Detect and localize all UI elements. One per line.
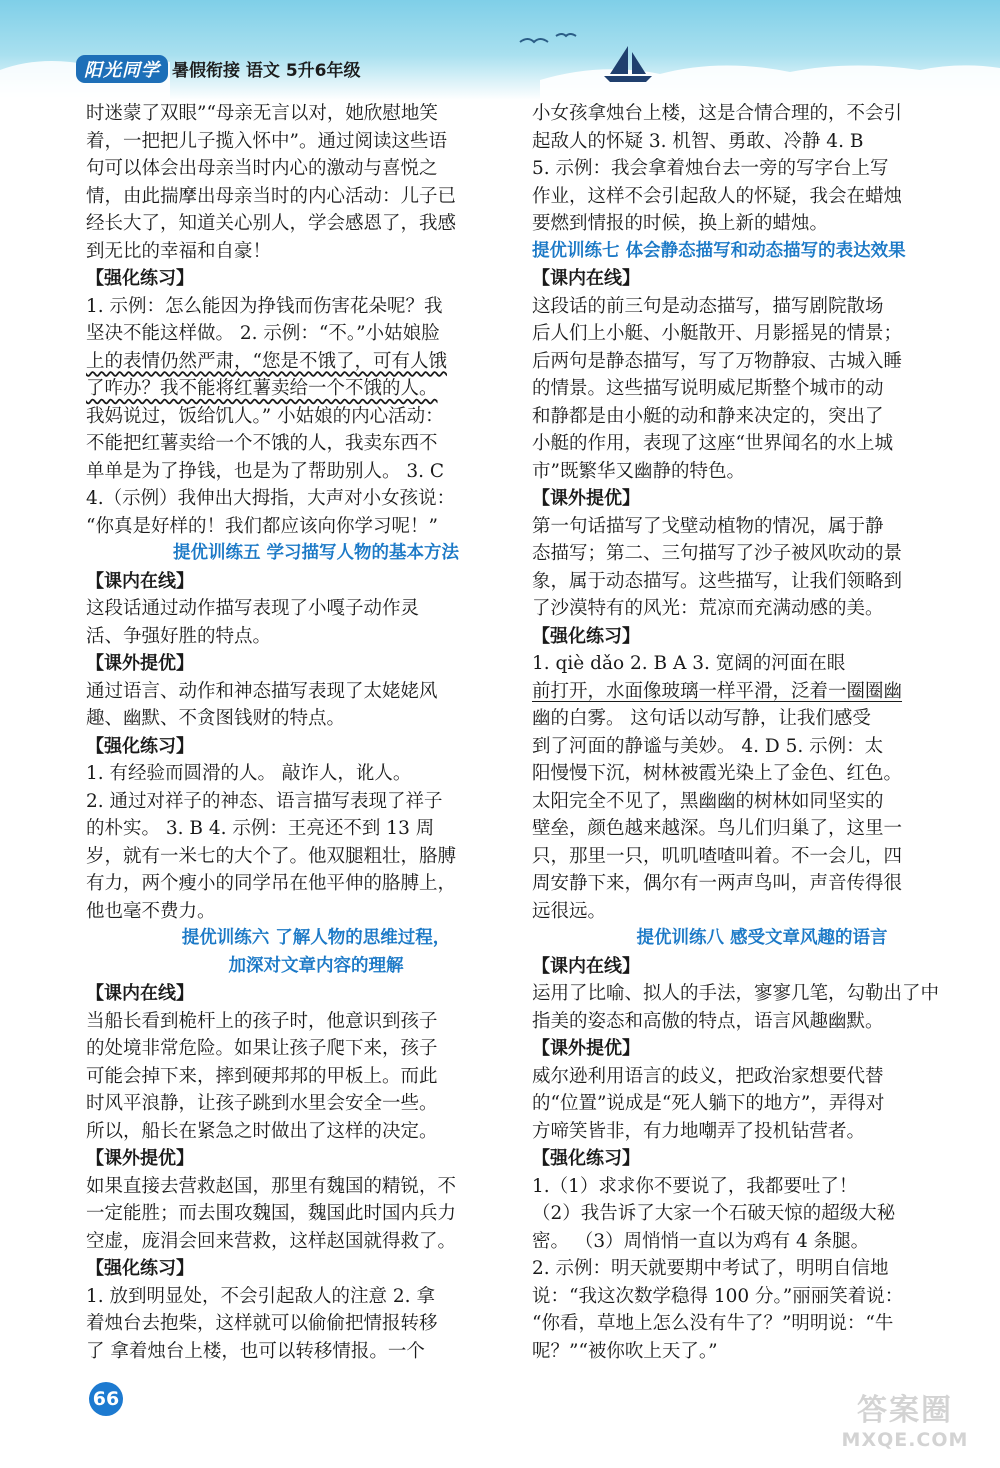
subsection-heading: 【强化练习】 — [532, 1148, 640, 1169]
subsection-heading: 【课内在线】 — [532, 955, 640, 977]
text-line: 的朴实。 3. B 4. 示例：王亮还不到 13 周 — [86, 818, 435, 839]
text-line: 1. 有经验而圆滑的人。 敲诈人，讹人。 — [86, 763, 412, 784]
section-title: 提优训练八 感受文章风趣的语言 — [636, 928, 888, 948]
text-line: 如果直接去营救赵国，那里有魏国的精锐，不 — [86, 1175, 457, 1197]
text-line: 他也毫不费力。 — [86, 900, 216, 922]
text-line: 句可以体会出母亲当时内心的激动与喜悦之 — [86, 158, 438, 179]
subsection-heading: 【课外提优】 — [86, 1148, 194, 1169]
subsection-heading: 【强化练习】 — [86, 268, 194, 289]
text-line: 2. 示例：明天就要期中考试了，明明自信地 — [532, 1258, 889, 1279]
text-line: 威尔逊利用语言的歧义，把政治家想要代替 — [532, 1065, 884, 1087]
text-line: 后两句是静态描写，写了万物静寂、古城入睡 — [532, 350, 903, 372]
text-line: 4.（示例）我伸出大拇指，大声对小女孩说： — [86, 488, 456, 509]
text-line: 通过语言、动作和神态描写表现了太姥姥风 — [86, 680, 438, 702]
text-line: 的“位置”说成是“死人躺下的地方”，弄得对 — [532, 1093, 885, 1114]
section-title: 提优训练七 体会静态描写和动态描写的表达效果 — [532, 240, 906, 261]
text-line: 可能会掉下来，摔到硬邦邦的甲板上。而此 — [86, 1065, 438, 1087]
brand-logo: 阳光同学 — [76, 55, 168, 83]
text-line: 远很远。 — [532, 900, 607, 922]
subsection-heading: 【课内在线】 — [86, 570, 194, 592]
text-line: 到了河面的静谧与美妙。 4. D 5. 示例：太 — [532, 735, 884, 757]
text-line: 1. 示例：怎么能因为挣钱而伤害花朵呢？我 — [86, 295, 443, 317]
text-line: 后人们上小艇、小艇散开、月影摇晃的情景； — [532, 323, 903, 344]
text-line: 这段话的前三句是动态描写，描写剧院散场 — [532, 295, 884, 317]
header-art — [0, 0, 1000, 100]
text-line: 要燃到情报的时候，换上新的蜡烛。 — [532, 213, 829, 234]
wavy-underlined-line: 上的表情仍然严肃，“您是不饿了，可有人饿 — [86, 350, 447, 372]
subsection-heading: 【课外提优】 — [86, 653, 194, 674]
left-column — [86, 100, 546, 1365]
text-line: 密。 （3）周悄悄一直以为鸡有 4 条腿。 — [532, 1230, 870, 1252]
right-column — [532, 100, 992, 1365]
text-line: 了 拿着烛台上楼，也可以转移情报。一个 — [86, 1340, 425, 1362]
text-line: 只，那里一只，叽叽喳喳叫着。不一会儿，四 — [532, 845, 903, 867]
subsection-heading: 【课外提优】 — [532, 488, 640, 509]
text-line: “你真是好样的！我们都应该向你学习呢！” — [86, 515, 438, 537]
subsection-heading: 【强化练习】 — [532, 625, 640, 647]
underlined-line: 前打开，水面像玻璃一样平滑，泛着一圈圈幽 — [532, 680, 903, 702]
text-line: 趣、幽默、不贪图钱财的特点。 — [86, 708, 346, 729]
watermark-url: MXQE.COM — [841, 1429, 969, 1451]
watermark — [820, 1385, 990, 1460]
text-line: 阳慢慢下沉，树林被霞光染上了金色、红色。 — [532, 763, 903, 784]
page-header — [0, 0, 1000, 100]
text-line: 经长大了，知道关心别人，学会感恩了，我感 — [86, 213, 457, 234]
text-line: 一定能胜；而去围攻魏国，魏国此时国内兵力 — [86, 1203, 457, 1224]
subsection-heading: 【课内在线】 — [532, 268, 640, 289]
text-line: （2）我告诉了大家一个石破天惊的超级大秘 — [532, 1203, 896, 1224]
sailboat-icon — [604, 46, 652, 82]
text-line: 第一句话描写了戈壁动植物的情况，属于静 — [532, 515, 884, 537]
text-line: 岁，就有一米七的大个了。他双腿粗壮，胳膊 — [86, 845, 457, 867]
text-line: 指美的姿态和高傲的特点，语言风趣幽默。 — [532, 1010, 884, 1032]
text-line: 说：“我这次数学稳得 100 分。”丽丽笑着说： — [532, 1285, 904, 1307]
text-line: 壁垒，颜色越来越深。鸟儿们归巢了，这里一 — [532, 818, 903, 839]
subsection-heading: 【课外提优】 — [532, 1038, 640, 1059]
text-line: 坚决不能这样做。 2. 示例：“不。”小姑娘脸 — [86, 323, 440, 344]
watermark-logo-text: 答案圈 — [857, 1393, 953, 1428]
text-line: 太阳完全不见了，黑幽幽的树林如同坚实的 — [532, 790, 884, 812]
text-line: 幽的白雾。 这句话以动写静，让我们感受 — [532, 708, 871, 729]
section-title: 提优训练五 学习描写人物的基本方法 — [172, 543, 460, 563]
text-line: 象，属于动态描写。这些描写，让我们领略到 — [532, 570, 903, 592]
subsection-heading: 【强化练习】 — [86, 1258, 194, 1279]
text-line: 空虚，庞涓会回来营救，这样赵国就得救了。 — [86, 1230, 457, 1252]
text-line: 当船长看到桅杆上的孩子时，他意识到孩子 — [86, 1010, 438, 1032]
section-title-continued: 加深对文章内容的理解 — [228, 955, 404, 976]
text-line: 呢？”“被你吹上天了。” — [532, 1340, 718, 1362]
text-line: 的情景。这些描写说明威尼斯整个城市的动 — [532, 378, 884, 399]
text-line: “你看，草地上怎么没有牛了？”明明说：“牛 — [532, 1313, 894, 1334]
text-line: 着，一把把儿子揽入怀中”。通过阅读这些语 — [86, 130, 447, 152]
text-line: 小艇的作用，表现了这座“世界闻名的水上城 — [532, 433, 893, 454]
text-line: 所以，船长在紧急之时做出了这样的决定。 — [86, 1120, 438, 1142]
text-line: 方啼笑皆非，有力地嘲弄了投机钻营者。 — [532, 1120, 866, 1142]
text-line: 活、争强好胜的特点。 — [86, 625, 272, 647]
section-title: 提优训练六 了解人物的思维过程， — [181, 928, 451, 948]
text-line: 的处境非常危险。如果让孩子爬下来，孩子 — [86, 1038, 438, 1059]
text-line: 周安静下来，偶尔有一两声鸟叫，声音传得很 — [532, 873, 903, 894]
text-line: 市”既繁华又幽静的特色。 — [532, 460, 745, 482]
text-line: 1. 放到明显处，不会引起敌人的注意 2. 拿 — [86, 1285, 435, 1307]
text-line: 5. 示例：我会拿着烛台去一旁的写字台上写 — [532, 158, 889, 179]
subsection-heading: 【强化练习】 — [86, 735, 194, 757]
text-line: 情，由此揣摩出母亲当时的内心活动：儿子已 — [86, 185, 457, 207]
text-line: 运用了比喻、拟人的手法，寥寥几笔，勾勒出了中 — [532, 983, 940, 1004]
text-line: 起敌人的怀疑 3. 机智、勇敢、冷静 4. B — [532, 130, 864, 152]
text-line: 不能把红薯卖给一个不饿的人，我卖东西不 — [86, 433, 438, 454]
bird-icon — [520, 39, 548, 42]
text-line: 作业，这样不会引起敌人的怀疑，我会在蜡烛 — [532, 185, 903, 207]
text-line: 时风平浪静，让孩子跳到水里会安全一些。 — [86, 1093, 438, 1114]
text-line: 1. qiè dǎo 2. B A 3. 宽阔的河面在眼 — [532, 653, 846, 674]
text-line: 小女孩拿烛台上楼，这是合情合理的，不会引 — [532, 103, 903, 124]
wavy-underlined-line: 了咋办？我不能将红薯卖给一个不饿的人。 — [86, 378, 438, 399]
text-line: 时迷蒙了双眼”“母亲无言以对，她欣慰地笑 — [86, 103, 438, 124]
text-line: 和静都是由小艇的动和静来决定的，突出了 — [532, 405, 884, 427]
text-line: 我妈说过，饭给饥人。” 小姑娘的内心活动： — [86, 405, 444, 427]
text-line: 有力，两个瘦小的同学吊在他平伸的胳膊上， — [86, 873, 457, 894]
book-title: 暑假衔接 语文 5升6年级 — [172, 61, 361, 81]
text-line: 这段话通过动作描写表现了小嘎子动作灵 — [86, 598, 420, 619]
text-line: 2. 通过对祥子的神态、语言描写表现了祥子 — [86, 790, 443, 812]
text-line: 了沙漠特有的风光：荒凉而充满动感的美。 — [532, 598, 884, 619]
cloud-right — [540, 65, 1000, 100]
text-line: 到无比的幸福和自豪！ — [86, 240, 272, 262]
text-line: 1.（1）求求你不要说了，我都要吐了！ — [532, 1175, 858, 1197]
page-number: 66 — [89, 1382, 123, 1416]
subsection-heading: 【课内在线】 — [86, 983, 194, 1004]
text-line: 单单是为了挣钱，也是为了帮助别人。 3. C — [86, 460, 445, 482]
bird-icon-2 — [556, 34, 576, 36]
text-line: 着烛台去抱柴，这样就可以偷偷把情报转移 — [86, 1313, 438, 1334]
text-line: 态描写；第二、三句描写了沙子被风吹动的景 — [532, 543, 903, 564]
